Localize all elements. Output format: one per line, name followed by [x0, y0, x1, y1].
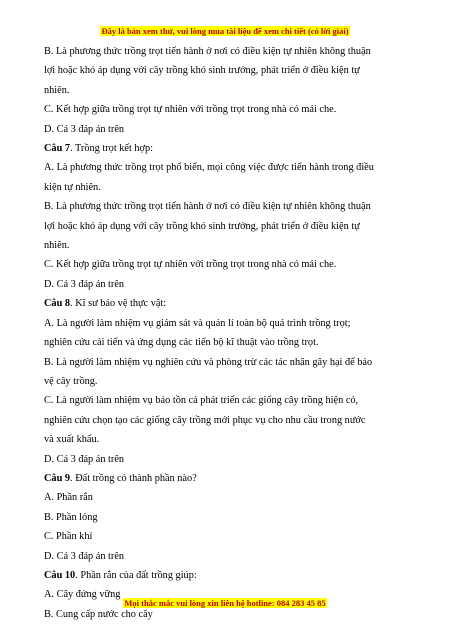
- text-line: A. Phần rắn: [44, 492, 93, 504]
- text-line: B. Là người làm nhiệm vụ nghiên cứu và phòng trừ các tác nhân gây hại để bảo: [44, 356, 373, 368]
- preview-notice-banner: [0, 25, 450, 37]
- text-line: C. Là người làm nhiệm vụ bảo tồn cả phát triển các giống cây trồng hiện có,: [44, 395, 359, 407]
- hotline-notice-banner: [0, 597, 450, 609]
- hotline-notice-text: Mọi thắc mắc vui lòng xin liên hệ hotline: 084 283 45 85: [124, 598, 326, 608]
- text-line: B. Là phương thức trồng trọt tiến hành ở nơi có điều kiện tự nhiên không thuận: [44, 46, 371, 57]
- text-line: B. Phần lỏng: [44, 511, 98, 523]
- text-line: nhiên.: [44, 240, 70, 252]
- document-body: [44, 42, 412, 624]
- text-line: D. Cả 3 đáp án trên: [44, 278, 125, 290]
- text-line: vệ cây trồng.: [44, 375, 98, 387]
- question-number: Câu 7: [44, 143, 71, 155]
- text-line: C. Kết hợp giữa trồng trọt tự nhiên với trồng trọt trong nhà có mái che.: [44, 259, 337, 271]
- question-number: Câu 10: [44, 569, 76, 581]
- text-line: D. Cả 3 đáp án trên: [44, 123, 125, 135]
- text-line: lợi hoặc khó áp dụng với cây trồng khó sinh trưởng, phát triển ở điều kiện tự: [44, 65, 360, 77]
- text-line: nghiên cứu chọn tạo các giống cây trồng mới phục vụ cho nhu cầu trong nước: [44, 414, 366, 426]
- text-line: nhiên.: [44, 84, 70, 96]
- text-line: D. Cả 3 đáp án trên: [44, 550, 125, 562]
- question-number: Câu 9: [44, 472, 71, 484]
- question-heading: Câu 10. Phần rắn của đất trồng giúp:: [44, 569, 197, 581]
- text-line: C. Kết hợp giữa trồng trọt tự nhiên với trồng trọt trong nhà có mái che.: [44, 104, 337, 116]
- text-line: lợi hoặc khó áp dụng với cây trồng khó sinh trưởng, phát triển ở điều kiện tự: [44, 220, 360, 232]
- text-line: C. Phần khí: [44, 531, 93, 543]
- text-line: B. Cung cấp nước cho cây: [44, 608, 153, 620]
- text-line: kiện tự nhiên.: [44, 181, 101, 193]
- text-line: nghiên cứu cải tiến và ứng dụng các tiến bộ kĩ thuật vào trồng trọt.: [44, 337, 319, 349]
- preview-notice-text: Đây là bản xem thử, vui lòng mua tài liệu để xem chi tiết (có lời giải): [101, 26, 349, 36]
- question-number: Câu 8: [44, 298, 71, 310]
- text-line: và xuất khẩu.: [44, 434, 100, 446]
- text-line: A. Là người làm nhiệm vụ giám sát và quản lí toàn bộ quá trình trồng trọt;: [44, 317, 351, 329]
- question-heading: Câu 9. Đất trồng có thành phần nào?: [44, 472, 197, 484]
- question-heading: Câu 7. Trồng trọt kết hợp:: [44, 143, 154, 155]
- text-line: A. Cây đứng vững: [44, 589, 121, 601]
- text-line: D. Cả 3 đáp án trên: [44, 453, 125, 465]
- question-heading: Câu 8. Kĩ sư bảo vệ thực vật:: [44, 298, 167, 310]
- text-line: A. Là phương thức trồng trọt phổ biến, mọi công việc được tiến hành trong điều: [44, 162, 374, 174]
- text-line: B. Là phương thức trồng trọt tiến hành ở nơi có điều kiện tự nhiên không thuận: [44, 201, 371, 213]
